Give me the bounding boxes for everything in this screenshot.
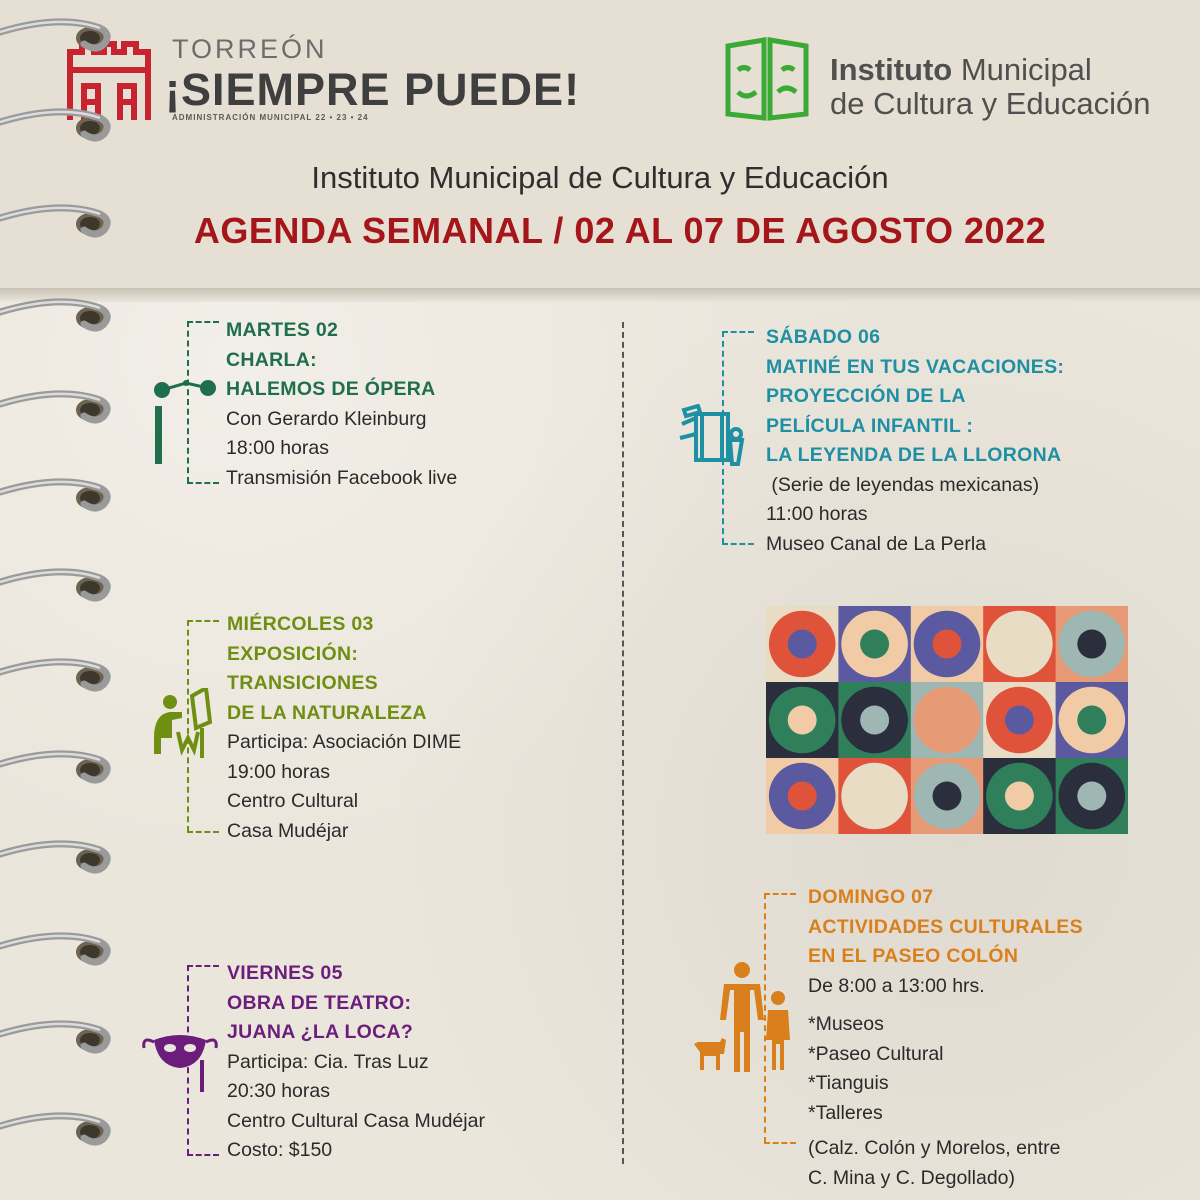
spiral-ring: [0, 10, 118, 60]
event-domingo: [808, 883, 1083, 1193]
event-domingo-location-1: (Calz. Colón y Morelos, entre: [808, 1137, 1061, 1159]
imce-name-bold: Instituto: [830, 52, 953, 87]
imce-name-rest: Municipal: [952, 52, 1092, 87]
spiral-ring: [0, 382, 118, 432]
event-martes-guest: Con Gerardo Kleinburg: [226, 407, 427, 430]
miercoles-bracket-bottom: [187, 831, 219, 833]
event-miercoles: [227, 610, 461, 846]
event-miercoles-venue-2: Casa Mudéjar: [227, 819, 349, 842]
domingo-bracket-bottom: [764, 1142, 796, 1144]
viernes-bracket-bottom: [187, 1154, 219, 1156]
geometric-circles-artwork: [766, 606, 1128, 834]
event-sabado-title-1: PROYECCIÓN DE LA: [766, 385, 966, 407]
spiral-ring: [0, 832, 118, 882]
spiral-ring: [0, 742, 118, 792]
event-viernes-time: 20:30 horas: [227, 1080, 330, 1102]
event-martes-title: HALEMOS DE ÓPERA: [226, 378, 436, 400]
event-domingo-title-1: ACTIVIDADES CULTURALES: [808, 915, 1083, 938]
art-exhibition-icon: [148, 688, 214, 764]
event-sabado-day: SÁBADO 06: [766, 326, 881, 348]
sabado-bracket-bottom: [722, 543, 754, 545]
page-subtitle: Instituto Municipal de Cultura y Educación: [311, 160, 889, 195]
spiral-ring: [0, 470, 118, 520]
event-domingo-item: *Paseo Cultural: [808, 1042, 944, 1065]
event-sabado-title-2: PELÍCULA INFANTIL :: [766, 414, 974, 437]
family-icon: [690, 960, 800, 1072]
martes-bracket-top: [187, 321, 219, 323]
spiral-ring: [0, 1012, 118, 1062]
event-viernes-day: VIERNES 05: [227, 962, 343, 984]
event-miercoles-type: EXPOSICIÓN:: [227, 642, 359, 665]
martes-bracket-bottom: [187, 482, 219, 484]
event-viernes-venue: Centro Cultural Casa Mudéjar: [227, 1109, 485, 1132]
event-martes-time: 18:00 horas: [226, 437, 329, 459]
event-viernes-cost: Costo: $150: [227, 1139, 333, 1161]
event-domingo-location-2: C. Mina y C. Degollado): [808, 1166, 1015, 1189]
imce-name-line1: [830, 52, 1092, 88]
event-miercoles-day: MIÉRCOLES 03: [227, 613, 374, 635]
imce-book-mask-logo-icon: [724, 34, 810, 124]
event-sabado-type: MATINÉ EN TUS VACACIONES:: [766, 355, 1065, 378]
event-viernes: [227, 959, 485, 1166]
event-sabado-time: 11:00 horas: [766, 503, 868, 525]
imce-name-line2: de Cultura y Educación: [830, 86, 1151, 121]
event-domingo-item: *Museos: [808, 1013, 884, 1035]
miercoles-bracket-top: [187, 620, 219, 622]
event-miercoles-time: 19:00 horas: [227, 760, 330, 783]
theatre-mask-icon: [140, 1030, 220, 1094]
domingo-bracket-top: [764, 893, 796, 895]
spiral-ring: [0, 290, 118, 340]
header-fold-shadow: [0, 288, 1200, 302]
spiral-ring: [0, 1104, 118, 1154]
page-title-text: AGENDA SEMANAL / 02 AL 07 DE AGOSTO 2022: [193, 210, 1047, 251]
column-divider: [622, 322, 624, 1164]
viernes-bracket-top: [187, 965, 219, 967]
event-domingo-item: *Tianguis: [808, 1072, 889, 1094]
siempre-puede-wordmark: ¡SIEMPRE PUEDE!: [165, 64, 581, 115]
event-miercoles-venue-1: Centro Cultural: [227, 790, 359, 812]
event-sabado-title-3: LA LEYENDA DE LA LLORONA: [766, 444, 1062, 466]
event-martes: [226, 316, 457, 493]
event-domingo-item: *Talleres: [808, 1101, 883, 1124]
spiral-ring: [0, 924, 118, 974]
spiral-ring: [0, 650, 118, 700]
event-domingo-day: DOMINGO 07: [808, 886, 934, 908]
spiral-ring: [0, 100, 118, 150]
event-martes-type: CHARLA:: [226, 348, 317, 371]
film-popcorn-icon: [676, 404, 748, 468]
event-domingo-time: De 8:00 a 13:00 hrs.: [808, 974, 985, 997]
event-sabado: [766, 323, 1064, 559]
event-viernes-type: OBRA DE TEATRO:: [227, 991, 412, 1014]
torreon-admin-caption: ADMINISTRACIÓN MUNICIPAL 22 • 23 • 24: [172, 113, 369, 122]
event-miercoles-title-1: TRANSICIONES: [227, 672, 378, 694]
page-title: [0, 210, 1200, 252]
opera-singer-icon: [150, 376, 220, 466]
spiral-ring: [0, 560, 118, 610]
event-domingo-title-2: EN EL PASEO COLÓN: [808, 945, 1019, 967]
event-sabado-venue: Museo Canal de La Perla: [766, 532, 987, 555]
event-viernes-title: JUANA ¿LA LOCA?: [227, 1021, 414, 1043]
event-martes-venue: Transmisión Facebook live: [226, 466, 458, 489]
spiral-ring: [0, 196, 118, 246]
event-miercoles-title-2: DE LA NATURALEZA: [227, 701, 427, 724]
event-sabado-note: (Serie de leyendas mexicanas): [766, 473, 1040, 496]
event-viernes-guest: Participa: Cia. Tras Luz: [227, 1050, 429, 1073]
torreon-small-wordmark: TORREÓN: [172, 34, 328, 64]
event-miercoles-guest: Participa: Asociación DIME: [227, 731, 462, 753]
event-martes-day: MARTES 02: [226, 319, 339, 341]
sabado-bracket-top: [722, 331, 754, 333]
